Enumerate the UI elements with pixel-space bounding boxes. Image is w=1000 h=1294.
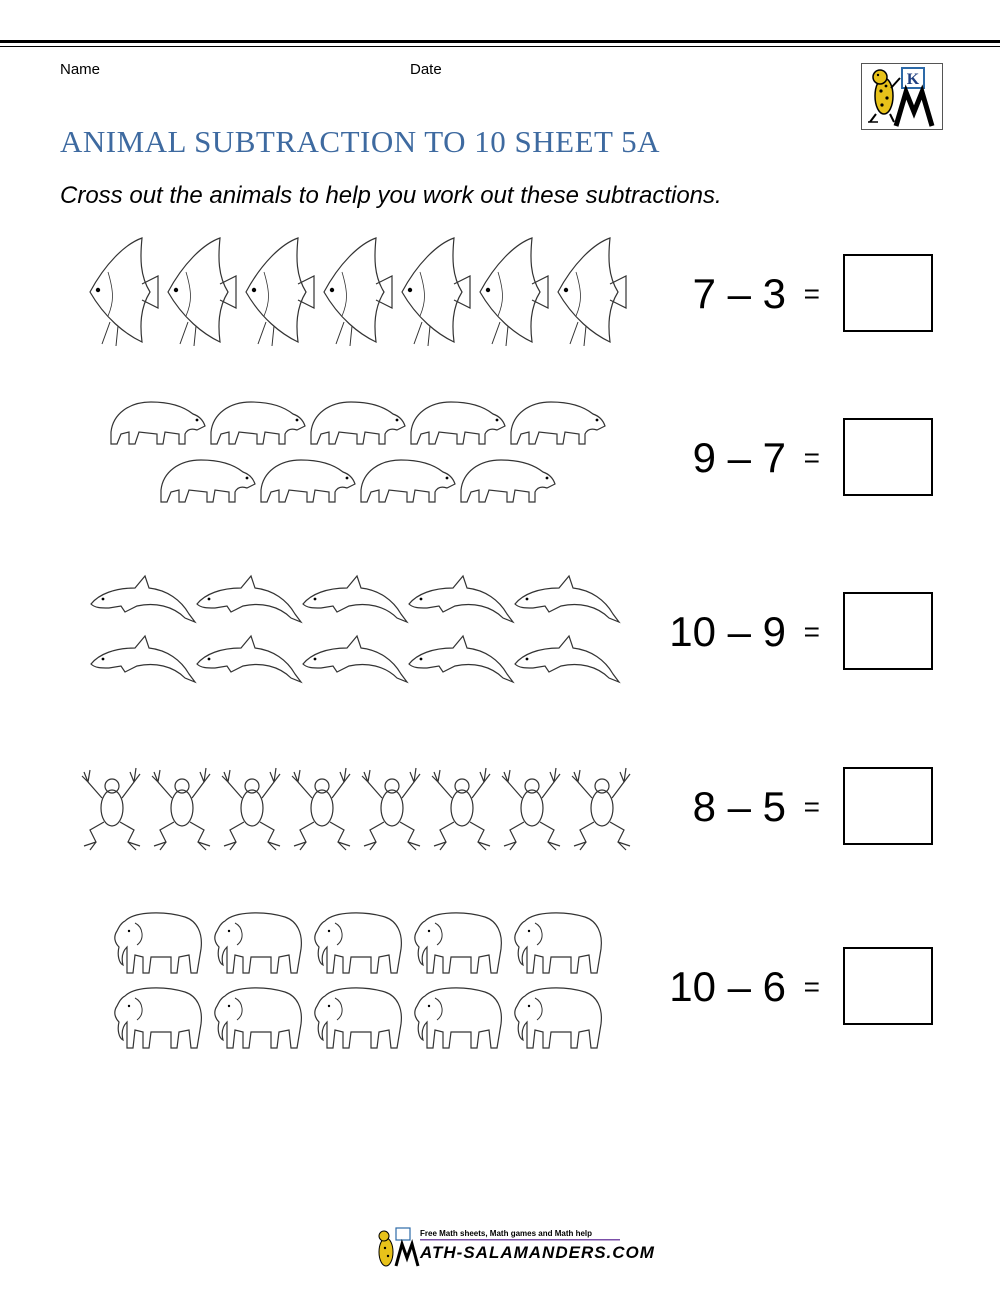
dolphin [409,636,513,682]
elephant [215,913,302,973]
frog [222,768,280,850]
footer-logo[interactable] [374,1226,655,1270]
subtraction-expression: 9 – 7 [692,434,786,481]
elephant [315,988,402,1048]
angelfish [402,238,470,346]
logo-letter: K [906,71,920,88]
animal-group-frog [78,760,638,855]
answer-box-2[interactable] [843,418,933,496]
bear [261,460,355,502]
bear [511,402,605,444]
subtraction-expression: 10 – 6 [669,963,786,1010]
dolphin [197,576,301,622]
elephant [515,913,602,973]
elephant [415,988,502,1048]
angelfish [168,238,236,346]
dolphin [197,636,301,682]
frog [572,768,630,850]
equation-1 [650,254,820,334]
dolphin [515,636,619,682]
name-label: Name [60,61,101,78]
frog [502,768,560,850]
subtraction-expression: 7 – 3 [692,270,786,317]
equals-sign: = [803,791,820,822]
kindergarten-logo [861,63,943,130]
elephant [115,913,202,973]
dolphin [515,576,619,622]
animal-group-bear [105,390,615,515]
animal-group-dolphin [85,566,625,691]
bear [311,402,405,444]
elephant [115,988,202,1048]
subtraction-expression: 8 – 5 [692,783,786,830]
dolphin [91,576,195,622]
bear [461,460,555,502]
bear [111,402,205,444]
bear [211,402,305,444]
equation-5 [650,947,820,1027]
dolphin [91,636,195,682]
answer-box-4[interactable] [843,767,933,845]
top-rule [0,40,1000,43]
elephant [415,913,502,973]
bear [161,460,255,502]
answer-box-5[interactable] [843,947,933,1025]
dolphin [303,576,407,622]
answer-box-3[interactable] [843,592,933,670]
elephant [515,988,602,1048]
bear [411,402,505,444]
equals-sign: = [803,971,820,1002]
dolphin [409,576,513,622]
equation-4 [650,767,820,847]
frog [362,768,420,850]
elephant [315,913,402,973]
frog [152,768,210,850]
angelfish [558,238,626,346]
subtraction-expression: 10 – 9 [669,608,786,655]
frog [82,768,140,850]
top-rule-thin [0,46,1000,47]
frog [292,768,350,850]
equals-sign: = [803,442,820,473]
equals-sign: = [803,278,820,309]
frog [432,768,490,850]
footer-brand: ATH-SALAMANDERS.COM [420,1243,655,1262]
date-label: Date [410,61,442,78]
angelfish [246,238,314,346]
equation-2 [650,418,820,498]
footer-tagline: Free Math sheets, Math games and Math help [420,1229,593,1238]
dolphin [303,636,407,682]
equals-sign: = [803,616,820,647]
equation-3 [650,592,820,672]
angelfish [90,238,158,346]
animal-group-elephant [105,905,615,1055]
instruction-text: Cross out the animals to help you work out these subtractions. [60,182,722,209]
angelfish [324,238,392,346]
animal-group-angelfish [80,232,640,352]
answer-box-1[interactable] [843,254,933,332]
elephant [215,988,302,1048]
page-title: ANIMAL SUBTRACTION TO 10 SHEET 5A [60,124,661,159]
bear [361,460,455,502]
angelfish [480,238,548,346]
